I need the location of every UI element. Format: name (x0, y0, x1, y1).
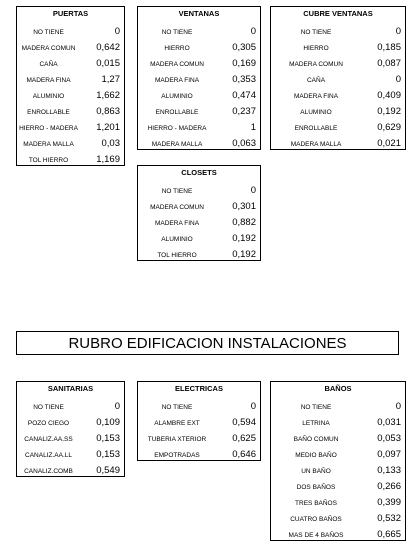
row-value: 0,192 (232, 249, 256, 260)
table-row (138, 133, 260, 149)
row-value: 0 (395, 26, 401, 37)
table-row (271, 508, 405, 524)
table-row (271, 396, 405, 412)
table-row (17, 53, 124, 69)
row-value: 0,185 (377, 42, 401, 53)
table-row (138, 244, 260, 260)
table-row (138, 228, 260, 244)
table-row (271, 85, 405, 101)
row-value: 0,03 (101, 138, 120, 149)
row-label: ENROLLABLE (294, 125, 338, 132)
table-sanitarias (16, 381, 125, 477)
row-value: 0,301 (232, 201, 256, 212)
table-row (138, 196, 260, 212)
row-value: 0,549 (96, 465, 120, 476)
table-row (17, 101, 124, 117)
row-label: NO TIENE (161, 188, 193, 195)
row-value: 0,153 (96, 449, 120, 460)
table-row (138, 85, 260, 101)
row-label: ALUMINIO (161, 236, 193, 243)
row-label: ENROLLABLE (27, 109, 70, 116)
row-value: 0,192 (232, 233, 256, 244)
row-label: TUBERIA XTERIOR (147, 436, 207, 443)
table-row (138, 37, 260, 53)
table-row (271, 133, 405, 149)
table-title: CUBRE VENTANAS (303, 9, 373, 18)
table-row (138, 101, 260, 117)
row-value: 0,532 (377, 513, 401, 524)
row-label: MEDIO BAÑO (295, 452, 337, 459)
table-row (17, 149, 124, 165)
row-label: HIERRO (303, 45, 329, 52)
row-label: CANALIZ.AA.LL (25, 452, 72, 459)
table-row (271, 117, 405, 133)
table-title: ELECTRICAS (175, 384, 223, 393)
row-label: NO TIENE (161, 29, 193, 36)
row-value: 0,015 (96, 58, 120, 69)
table-row (138, 212, 260, 228)
row-value: 0,192 (377, 106, 401, 117)
row-value: 0,266 (377, 481, 401, 492)
table-title: VENTANAS (178, 9, 220, 18)
row-value: 0,053 (377, 433, 401, 444)
row-value: 1,169 (96, 154, 120, 165)
row-value: 0,169 (232, 58, 256, 69)
row-label: MADERA MALLA (151, 141, 203, 148)
row-label: MADERA COMUN (289, 61, 343, 68)
row-value: 0,353 (232, 74, 256, 85)
row-value: 0,237 (232, 106, 256, 117)
table-row (271, 492, 405, 508)
row-label: MADERA COMUN (150, 204, 204, 211)
table-row (17, 117, 124, 133)
table-row (271, 460, 405, 476)
table-row (271, 476, 405, 492)
row-value: 0 (250, 26, 256, 37)
row-label: NO TIENE (33, 404, 64, 411)
table-title: SANITARIAS (47, 384, 94, 393)
row-value: 1 (250, 122, 256, 133)
table-title: PUERTAS (52, 9, 89, 18)
row-value: 0,863 (96, 106, 120, 117)
table-row (17, 133, 124, 149)
row-label: ENROLLABLE (155, 109, 199, 116)
row-label: MADERA COMUN (150, 61, 204, 68)
row-label: MADERA FINA (26, 77, 71, 84)
table-row (138, 69, 260, 85)
table-row (271, 69, 405, 85)
table-row (138, 412, 260, 428)
row-value: 0,087 (377, 58, 401, 69)
row-label: HIERRO - MADERA (19, 125, 78, 132)
row-value: 0,097 (377, 449, 401, 460)
row-value: 1,201 (96, 122, 120, 133)
row-label: TOL HIERRO (28, 157, 69, 164)
row-value: 0,474 (232, 90, 256, 101)
row-label: ALUMINIO (32, 93, 65, 100)
table-row (138, 21, 260, 37)
table-row (138, 53, 260, 69)
row-value: 0,133 (377, 465, 401, 476)
row-value: 0,625 (232, 433, 256, 444)
table-banos (270, 381, 406, 541)
table-row (138, 117, 260, 133)
row-label: DOS BAÑOS (296, 484, 336, 491)
row-value: 0,409 (377, 90, 401, 101)
table-puertas (16, 6, 125, 166)
row-label: CAÑA (306, 77, 326, 84)
table-row (271, 444, 405, 460)
row-label: NO TIENE (300, 404, 332, 411)
row-value: 0 (114, 26, 120, 37)
table-title: CLOSETS (181, 168, 217, 177)
row-label: NO TIENE (161, 404, 193, 411)
row-value: 0,031 (377, 417, 401, 428)
row-label: UN BAÑO (301, 468, 331, 475)
row-value: 1,27 (101, 74, 120, 85)
section-heading-rubro: RUBRO EDIFICACION INSTALACIONES (16, 331, 399, 355)
row-label: LETRINA (302, 420, 330, 427)
row-label: MADERA COMUN (21, 45, 76, 52)
table-row (271, 21, 405, 37)
row-value: 0,021 (377, 138, 401, 149)
row-label: BAÑO COMUN (293, 436, 339, 443)
row-label: ALUMINIO (161, 93, 193, 100)
row-label: TOL HIERRO (157, 252, 197, 259)
row-value: 0,063 (232, 138, 256, 149)
row-label: MADERA FINA (154, 220, 200, 227)
row-value: 0,665 (377, 529, 401, 540)
row-label: NO TIENE (300, 29, 332, 36)
row-value: 1,662 (96, 90, 120, 101)
row-value: 0,399 (377, 497, 401, 508)
table-row (138, 444, 260, 460)
row-label: HIERRO - MADERA (147, 125, 207, 132)
row-label: MADERA FINA (293, 93, 339, 100)
table-row (17, 444, 124, 460)
table-row (271, 37, 405, 53)
table-ventanas (137, 6, 261, 150)
row-label: EMPOTRADAS (154, 452, 200, 459)
table-electricas (137, 381, 261, 461)
table-row (271, 412, 405, 428)
row-value: 0,109 (96, 417, 120, 428)
row-value: 0,594 (232, 417, 256, 428)
row-label: MADERA MALLA (290, 141, 342, 148)
table-row (271, 101, 405, 117)
row-value: 0 (395, 401, 401, 412)
row-label: CAÑA (39, 61, 58, 68)
table-closets (137, 165, 261, 261)
row-label: HIERRO (164, 45, 190, 52)
table-row (17, 460, 124, 476)
table-row (271, 428, 405, 444)
row-value: 0 (114, 401, 120, 412)
table-row (138, 428, 260, 444)
row-value: 0 (395, 74, 401, 85)
row-label: MAS DE 4 BAÑOS (288, 532, 344, 539)
row-value: 0,646 (232, 449, 256, 460)
table-row (17, 21, 124, 37)
row-label: ALUMINIO (300, 109, 332, 116)
table-row (17, 412, 124, 428)
row-label: MADERA FINA (154, 77, 200, 84)
table-row (271, 53, 405, 69)
row-label: CUATRO BAÑOS (290, 516, 342, 523)
row-value: 0,642 (96, 42, 120, 53)
row-label: NO TIENE (33, 29, 64, 36)
table-title: BAÑOS (324, 384, 352, 393)
table-row (17, 85, 124, 101)
row-value: 0,882 (232, 217, 256, 228)
row-label: TRES BAÑOS (295, 500, 337, 507)
table-row (17, 69, 124, 85)
table-row (138, 396, 260, 412)
row-value: 0 (250, 185, 256, 196)
row-label: ALAMBRE EXT (154, 420, 200, 427)
row-label: CANALIZ.AA.SS (24, 436, 73, 443)
row-value: 0,629 (377, 122, 401, 133)
row-value: 0 (250, 401, 256, 412)
table-row (17, 37, 124, 53)
table-cubre-ventanas (270, 6, 406, 150)
row-label: POZO CIEGO (27, 420, 70, 427)
table-row (271, 524, 405, 540)
row-label: MADERA MALLA (23, 141, 74, 148)
row-value: 0,305 (232, 42, 256, 53)
table-row (17, 428, 124, 444)
row-value: 0,153 (96, 433, 120, 444)
table-row (17, 396, 124, 412)
table-row (138, 180, 260, 196)
row-label: CANALIZ.COMB (24, 468, 73, 475)
